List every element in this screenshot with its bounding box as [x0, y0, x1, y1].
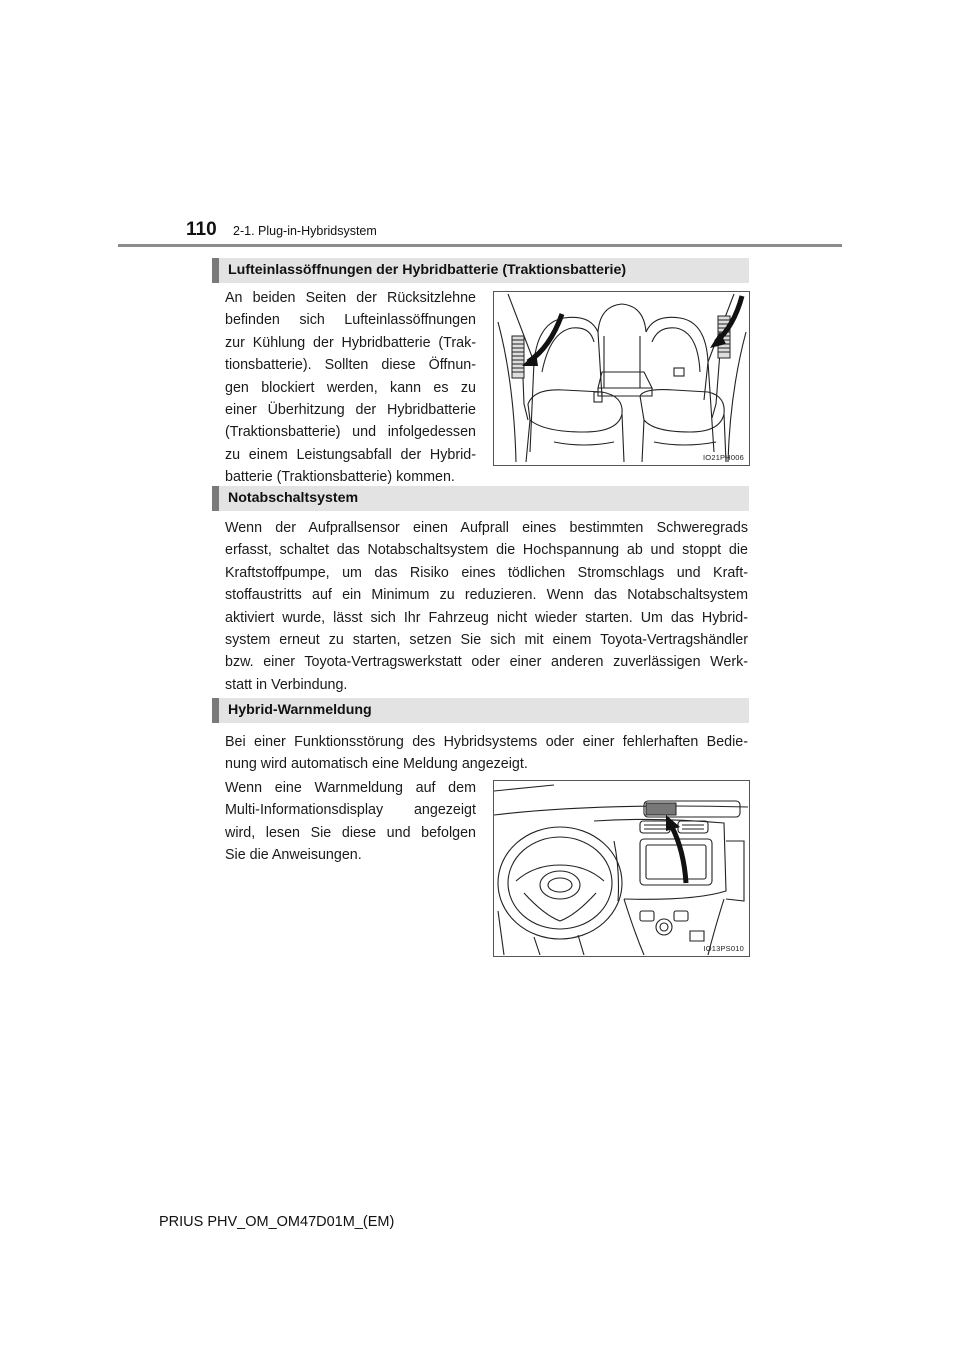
text-line: einer Überhitzung der Hybridbatterie — [225, 402, 476, 419]
hybrid-warning-intro — [225, 731, 748, 776]
dashboard-illustration — [493, 780, 750, 957]
section-header-emergency-shutoff: Notabschaltsystem — [212, 486, 749, 511]
document-id: PRIUS PHV_OM_OM47D01M_(EM) — [159, 1214, 395, 1230]
text-line: system erneut zu starten, setzen Sie sich mit einem Toyota-Vertragshändler — [225, 632, 748, 649]
text-line: Multi-Informationsdisplay angezeigt — [225, 802, 476, 819]
section-header-hybrid-warning: Hybrid-Warnmeldung — [212, 698, 749, 723]
hybrid-warning-text — [225, 777, 476, 867]
text-line: befinden sich Lufteinlassöffnungen — [225, 312, 476, 329]
text-line: zur Kühlung der Hybridbatterie (Trak- — [225, 334, 476, 351]
text-line: wird, lesen Sie diese und befolgen — [225, 824, 476, 841]
multi-information-display — [646, 803, 676, 815]
text-line: gen blockiert werden, kann es zu — [225, 379, 476, 396]
chapter-title: 2-1. Plug-in-Hybridsystem — [233, 224, 377, 238]
text-line: Wenn eine Warnmeldung auf dem — [225, 780, 476, 796]
text-line: statt in Verbindung. — [225, 676, 348, 693]
page-number: 110 — [186, 219, 217, 240]
text-line: zu einem Leistungsabfall der Hybrid- — [225, 446, 476, 463]
text-line: Bei einer Funktionsstörung des Hybridsystems oder einer fehlerhaften Bedie- — [225, 734, 748, 750]
text-line: Wenn der Aufprallsensor einen Aufprall eines bestimmten Schweregrads — [225, 520, 748, 536]
text-line: nung wird automatisch eine Meldung angezeigt. — [225, 756, 528, 773]
text-line: batterie (Traktionsbatterie) kommen. — [225, 469, 455, 486]
arrow-icon — [522, 314, 562, 366]
section-header-air-intake: Lufteinlassöffnungen der Hybridbatterie (Traktionsbatterie) — [212, 258, 749, 283]
figure-code: IO21PH006 — [703, 453, 744, 462]
dashboard-drawing — [494, 781, 749, 956]
text-line: Kraftstoffpumpe, um das Risiko eines tödlichen Stromschlags und Kraft- — [225, 564, 748, 581]
header-divider — [118, 244, 842, 247]
emergency-shutoff-text — [225, 517, 748, 696]
text-line: Sie die Anweisungen. — [225, 847, 362, 864]
text-line: stoffaustritts auf ein Minimum zu reduzieren. Wenn das Notabschaltsystem — [225, 587, 748, 604]
figure-code: IO13PS010 — [703, 944, 744, 953]
air-intake-text — [225, 287, 476, 489]
text-line: aktiviert wurde, lässt sich Ihr Fahrzeug nicht wieder starten. Um das Hybrid- — [225, 609, 748, 626]
rear-seat-drawing — [494, 292, 749, 465]
text-line: (Traktionsbatterie) und infolgedessen — [225, 424, 476, 441]
text-line: erfasst, schaltet das Notabschaltsystem die Hochspannung ab und stoppt die — [225, 542, 748, 559]
text-line: tionsbatterie). Sollten diese Öffnun- — [225, 357, 476, 374]
text-line: bzw. einer Toyota-Vertragswerkstatt oder einer anderen zuverlässigen Werk- — [225, 654, 748, 671]
text-line: An beiden Seiten der Rücksitzlehne — [225, 290, 476, 306]
rear-seat-illustration — [493, 291, 750, 466]
